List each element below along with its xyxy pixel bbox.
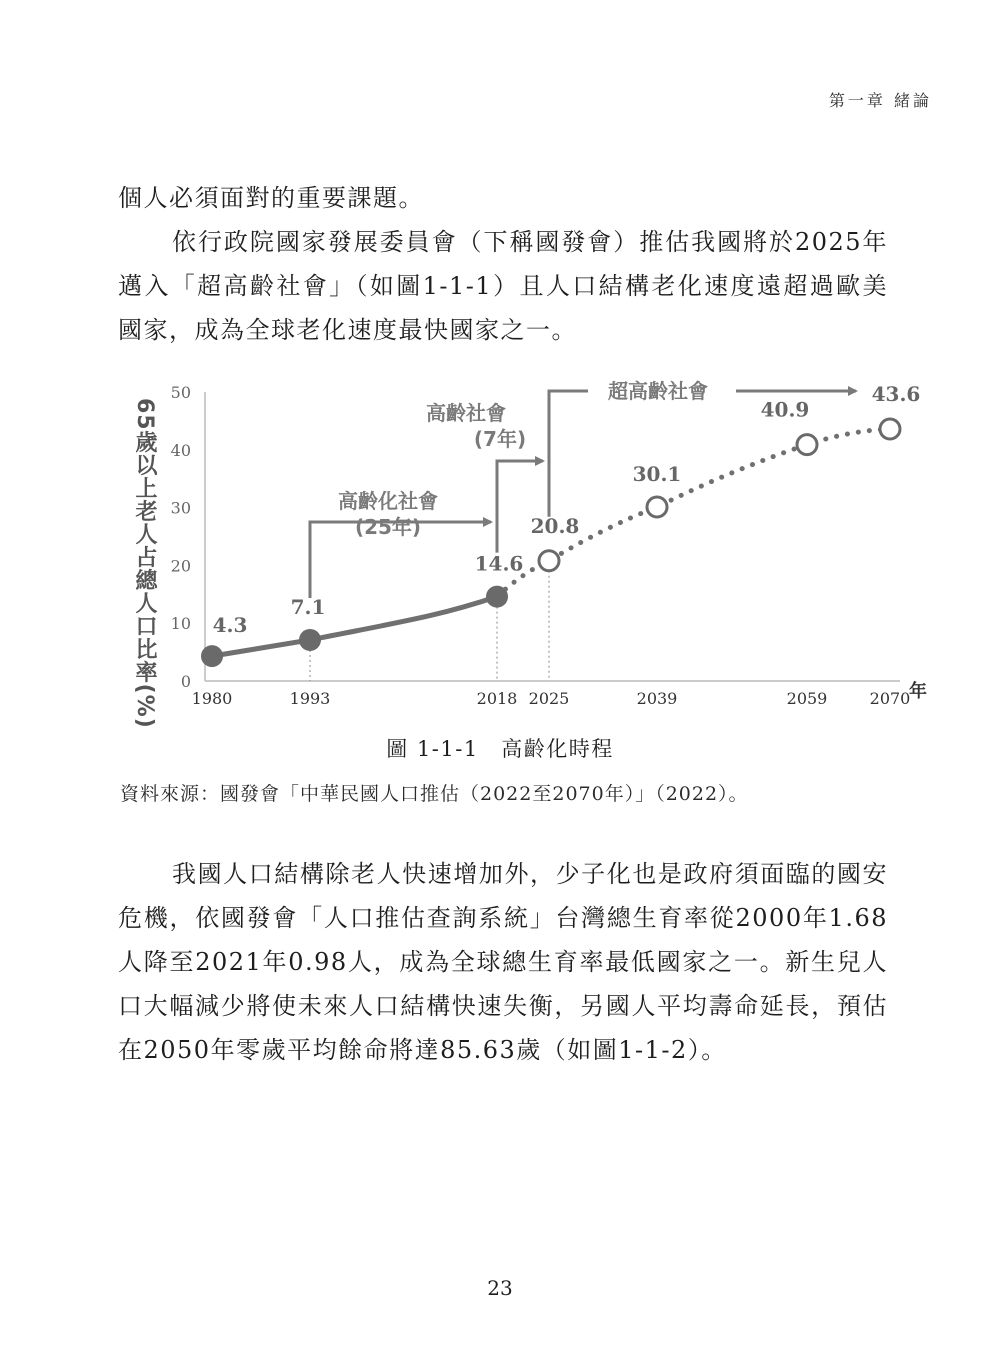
stage-2-name: 高齡社會 xyxy=(426,401,506,425)
data-label: 4.3 xyxy=(212,613,248,638)
data-label: 43.6 xyxy=(871,381,921,406)
x-tick-label: 2025 xyxy=(528,689,570,708)
stage-1-duration: (25年) xyxy=(354,515,422,539)
chart-y-axis-label: 65歲以上老人占總人口比率(%) xyxy=(132,398,157,729)
paragraph-3: 我國人口結構除老人快速增加外，少子化也是政府須面臨的國安危機，依國發會「人口推估查詢系統」台灣總生育率從2000年1.68人降至2021年0.98人，成為全球總生育率最低國家之一。新生兒人口大幅減少將使未來人口結構快速失衡，另國人平均壽命延長，預估在2050年零歲平均餘命將達85.63歲（如圖1-1-2）。 xyxy=(118,860,888,1064)
series-solid-line xyxy=(212,594,497,657)
x-tick-label: 2018 xyxy=(476,689,518,708)
y-tick-label: 20 xyxy=(170,556,191,576)
stage-1-name: 高齡化社會 xyxy=(338,489,438,513)
data-point-filled xyxy=(299,629,321,651)
y-tick-label: 50 xyxy=(170,383,191,402)
y-tick-label: 0 xyxy=(180,672,191,691)
stage-2-duration: (7年) xyxy=(473,427,527,451)
page-number: 23 xyxy=(487,1276,513,1300)
data-point-open xyxy=(647,497,667,517)
x-tick-label: 1993 xyxy=(289,689,331,708)
y-tick-label: 30 xyxy=(170,498,191,518)
data-label: 14.6 xyxy=(474,551,524,576)
stage-2-arrow xyxy=(497,461,543,553)
x-tick-label: 1980 xyxy=(191,689,233,708)
x-tick-label: 2059 xyxy=(786,689,828,708)
y-tick-label: 40 xyxy=(170,440,191,460)
y-tick-label: 10 xyxy=(170,614,191,634)
paragraph-1: 個人必須面對的重要課題。 xyxy=(118,184,424,212)
data-label: 30.1 xyxy=(632,462,682,487)
paragraph-2: 依行政院國家發展委員會（下稱國發會）推估我國將於2025年邁入「超高齡社會」（如圖1-1-1）且人口結構老化速度遠超過歐美國家，成為全球老化速度最快國家之一。 xyxy=(118,228,888,344)
data-label: 20.8 xyxy=(530,513,580,538)
data-point-open xyxy=(539,551,559,571)
x-tick-label: 2039 xyxy=(636,689,678,708)
data-label: 40.9 xyxy=(760,397,810,422)
data-point-filled xyxy=(486,586,508,608)
stage-3-name: 超高齡社會 xyxy=(608,379,708,403)
figure-source: 資料來源：國發會「中華民國人口推估（2022至2070年）」（2022）。 xyxy=(120,783,749,805)
chapter-header: 第一章 緒論 xyxy=(828,91,932,110)
stage-3-bracket xyxy=(549,391,588,517)
data-label: 7.1 xyxy=(290,594,326,619)
data-point-filled xyxy=(201,645,223,667)
x-axis-label: 年 xyxy=(909,681,927,702)
data-point-open xyxy=(797,435,817,455)
data-point-open xyxy=(880,419,900,439)
figure-caption: 圖 1-1-1 高齡化時程 xyxy=(386,737,614,761)
x-tick-label: 2070 xyxy=(869,689,911,708)
